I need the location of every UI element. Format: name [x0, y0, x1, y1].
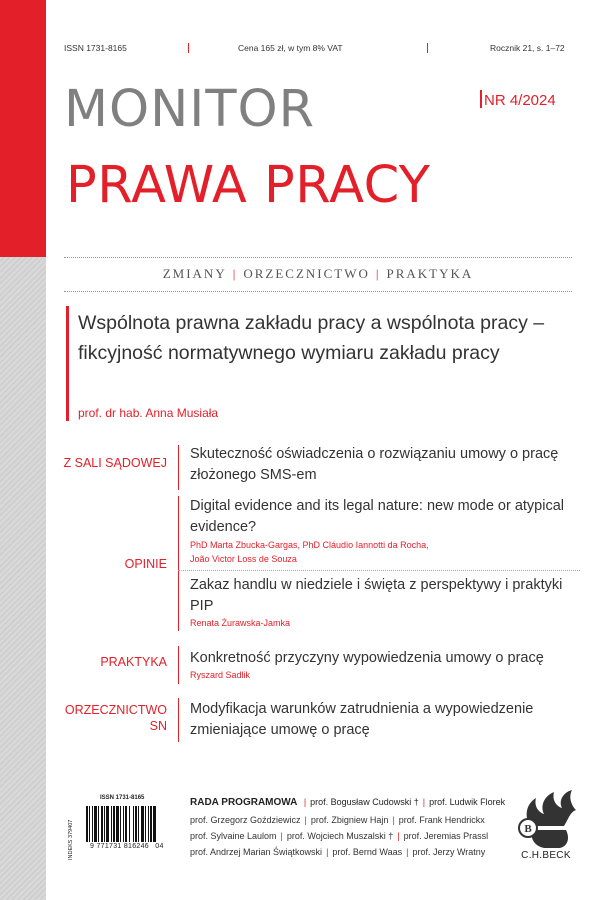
board-line-4: prof. Andrzej Marian Świątkowski | prof. Bernd Waas | prof. Jerzy Wratny — [190, 847, 486, 857]
dotted-divider — [64, 291, 572, 292]
board-member: prof. Andrzej Marian Świątkowski — [190, 847, 323, 857]
publisher-name: C.H.BECK — [521, 850, 571, 861]
lead-article-title: Wspólnota prawna zakładu pracy a wspólnota pracy – fikcyjność normatywnego wymiaru zakładu pracy — [78, 312, 545, 364]
barcode-index-label: INDEKS 379407 — [68, 819, 74, 860]
barcode — [86, 806, 172, 842]
category-orzecznictwo-line2: SN — [149, 719, 167, 733]
article-authors-digital-evidence: João Victor Loss de Souza — [190, 554, 297, 564]
barcode-bar — [138, 806, 139, 842]
price-label: Cena 165 zł, w tym 8% VAT — [238, 43, 343, 53]
barcode-digits: 9 771731 816246 — [90, 843, 149, 850]
section-list — [64, 266, 572, 282]
board-member: prof. Zbigniew Hajn — [310, 815, 389, 825]
article-title-zakaz-handlu: Zakaz handlu w niedziele i święta z perspektywy i praktyki PIP — [190, 577, 563, 614]
section-praktyka: PRAKTYKA — [386, 266, 474, 281]
category-divider — [178, 698, 179, 742]
board-line-3: prof. Sylvaine Laulom | prof. Wojciech Muszalski † | prof. Jeremias Prassl — [190, 831, 489, 841]
category-divider — [178, 496, 179, 631]
category-divider — [178, 646, 179, 684]
divider-tick — [188, 43, 189, 53]
barcode-bar — [148, 806, 149, 842]
board-line-2: prof. Grzegorz Goździewicz | prof. Zbigniew Hajn | prof. Frank Hendrickx — [190, 815, 485, 825]
board-member: prof. Grzegorz Goździewicz — [190, 815, 301, 825]
divider-tick — [427, 43, 428, 53]
board-member: prof. Ludwik Florek — [429, 797, 506, 807]
section-orzecznictwo: ORZECZNICTWO — [243, 266, 370, 281]
board-member: prof. Sylvaine Laulom — [190, 831, 277, 841]
barcode-bar — [92, 806, 93, 842]
barcode-bar — [120, 806, 121, 842]
board-member: prof. Wojciech Muszalski † — [286, 831, 394, 841]
barcode-bar — [150, 806, 152, 842]
category-orzecznictwo-line1: ORZECZNICTWO — [64, 703, 167, 717]
board-member: prof. Frank Hendrickx — [398, 815, 485, 825]
barcode-bar — [98, 806, 99, 842]
publisher-logo-icon — [510, 786, 582, 856]
lead-article-author: prof. dr hab. Anna Musiała — [78, 406, 219, 420]
barcode-bar — [129, 806, 130, 842]
barcode-number — [90, 843, 164, 850]
logo-letter: B — [524, 823, 532, 835]
barcode-bar — [113, 806, 115, 842]
article-title-digital-evidence: Digital evidence and its legal nature: new mode or atypical evidence? — [190, 498, 564, 535]
dotted-divider — [64, 257, 572, 258]
barcode-bar — [86, 806, 88, 842]
barcode-bar — [111, 806, 112, 842]
masthead-title-line2: PRAWA PRACY — [66, 156, 431, 215]
red-spine-stripe — [0, 0, 46, 257]
masthead-title-line1: MONITOR — [64, 80, 316, 139]
category-z-sali-sadowej: Z SALI SĄDOWEJ — [63, 456, 167, 470]
section-separator: | — [375, 266, 381, 281]
barcode-bar — [101, 806, 103, 842]
barcode-bar — [153, 806, 156, 842]
article-title-sms: Skuteczność oświadczenia o rozwiązaniu umowy o pracę złożonego SMS-em — [190, 446, 559, 483]
category-orzecznictwo-sn — [65, 702, 167, 734]
issue-number: NR 4/2024 — [484, 92, 556, 109]
barcode-bar — [123, 806, 124, 842]
top-info-bar — [60, 43, 580, 55]
barcode-bar — [133, 806, 134, 842]
barcode-bar — [94, 806, 97, 842]
article-title-konkretnosc: Konkretność przyczyny wypowiedzenia umowy o pracę — [190, 650, 544, 666]
category-praktyka: PRAKTYKA — [100, 655, 167, 669]
barcode-suffix: 04 — [155, 843, 164, 850]
board-member: prof. Jerzy Wratny — [412, 847, 486, 857]
volume-label: Rocznik 21, s. 1–72 — [490, 43, 565, 53]
article-separator — [178, 570, 580, 571]
board-member: prof. Jeremias Prassl — [403, 831, 489, 841]
category-divider — [178, 445, 179, 490]
issn-label: ISSN 1731-8165 — [64, 43, 127, 53]
barcode-bar — [145, 806, 146, 842]
barcode-bar — [125, 806, 127, 842]
lead-accent-bar — [66, 306, 69, 421]
barcode-bar — [141, 806, 144, 842]
issue-accent-bar — [480, 90, 482, 108]
gray-spine-stripe — [0, 257, 46, 900]
barcode-bar — [106, 806, 109, 842]
barcode-bar — [116, 806, 119, 842]
board-title-text: RADA PROGRAMOWA — [190, 797, 298, 808]
barcode-bar — [89, 806, 90, 842]
article-authors-digital-evidence: PhD Marta Zbucka-Gargas, PhD Cláudio Iannotti da Rocha, — [190, 540, 429, 550]
section-separator: | — [232, 266, 238, 281]
advisory-board-title: RADA PROGRAMOWA | prof. Bogusław Cudowski † | prof. Ludwik Florek — [190, 797, 506, 808]
category-opinie: OPINIE — [124, 557, 167, 571]
section-zmiany: ZMIANY — [162, 266, 227, 281]
article-author-konkretnosc: Ryszard Sadlik — [190, 670, 251, 680]
board-member: prof. Bogusław Cudowski † — [310, 797, 419, 807]
article-title-modyfikacja: Modyfikacja warunków zatrudnienia a wypowiedzenie zmieniające umowę o pracę — [190, 701, 534, 738]
article-author-zakaz-handlu: Renata Żurawska-Jamka — [190, 618, 291, 628]
barcode-bar — [135, 806, 137, 842]
board-member: prof. Bernd Waas — [332, 847, 403, 857]
barcode-issn-label: ISSN 1731-8165 — [100, 795, 145, 801]
barcode-bar — [104, 806, 105, 842]
